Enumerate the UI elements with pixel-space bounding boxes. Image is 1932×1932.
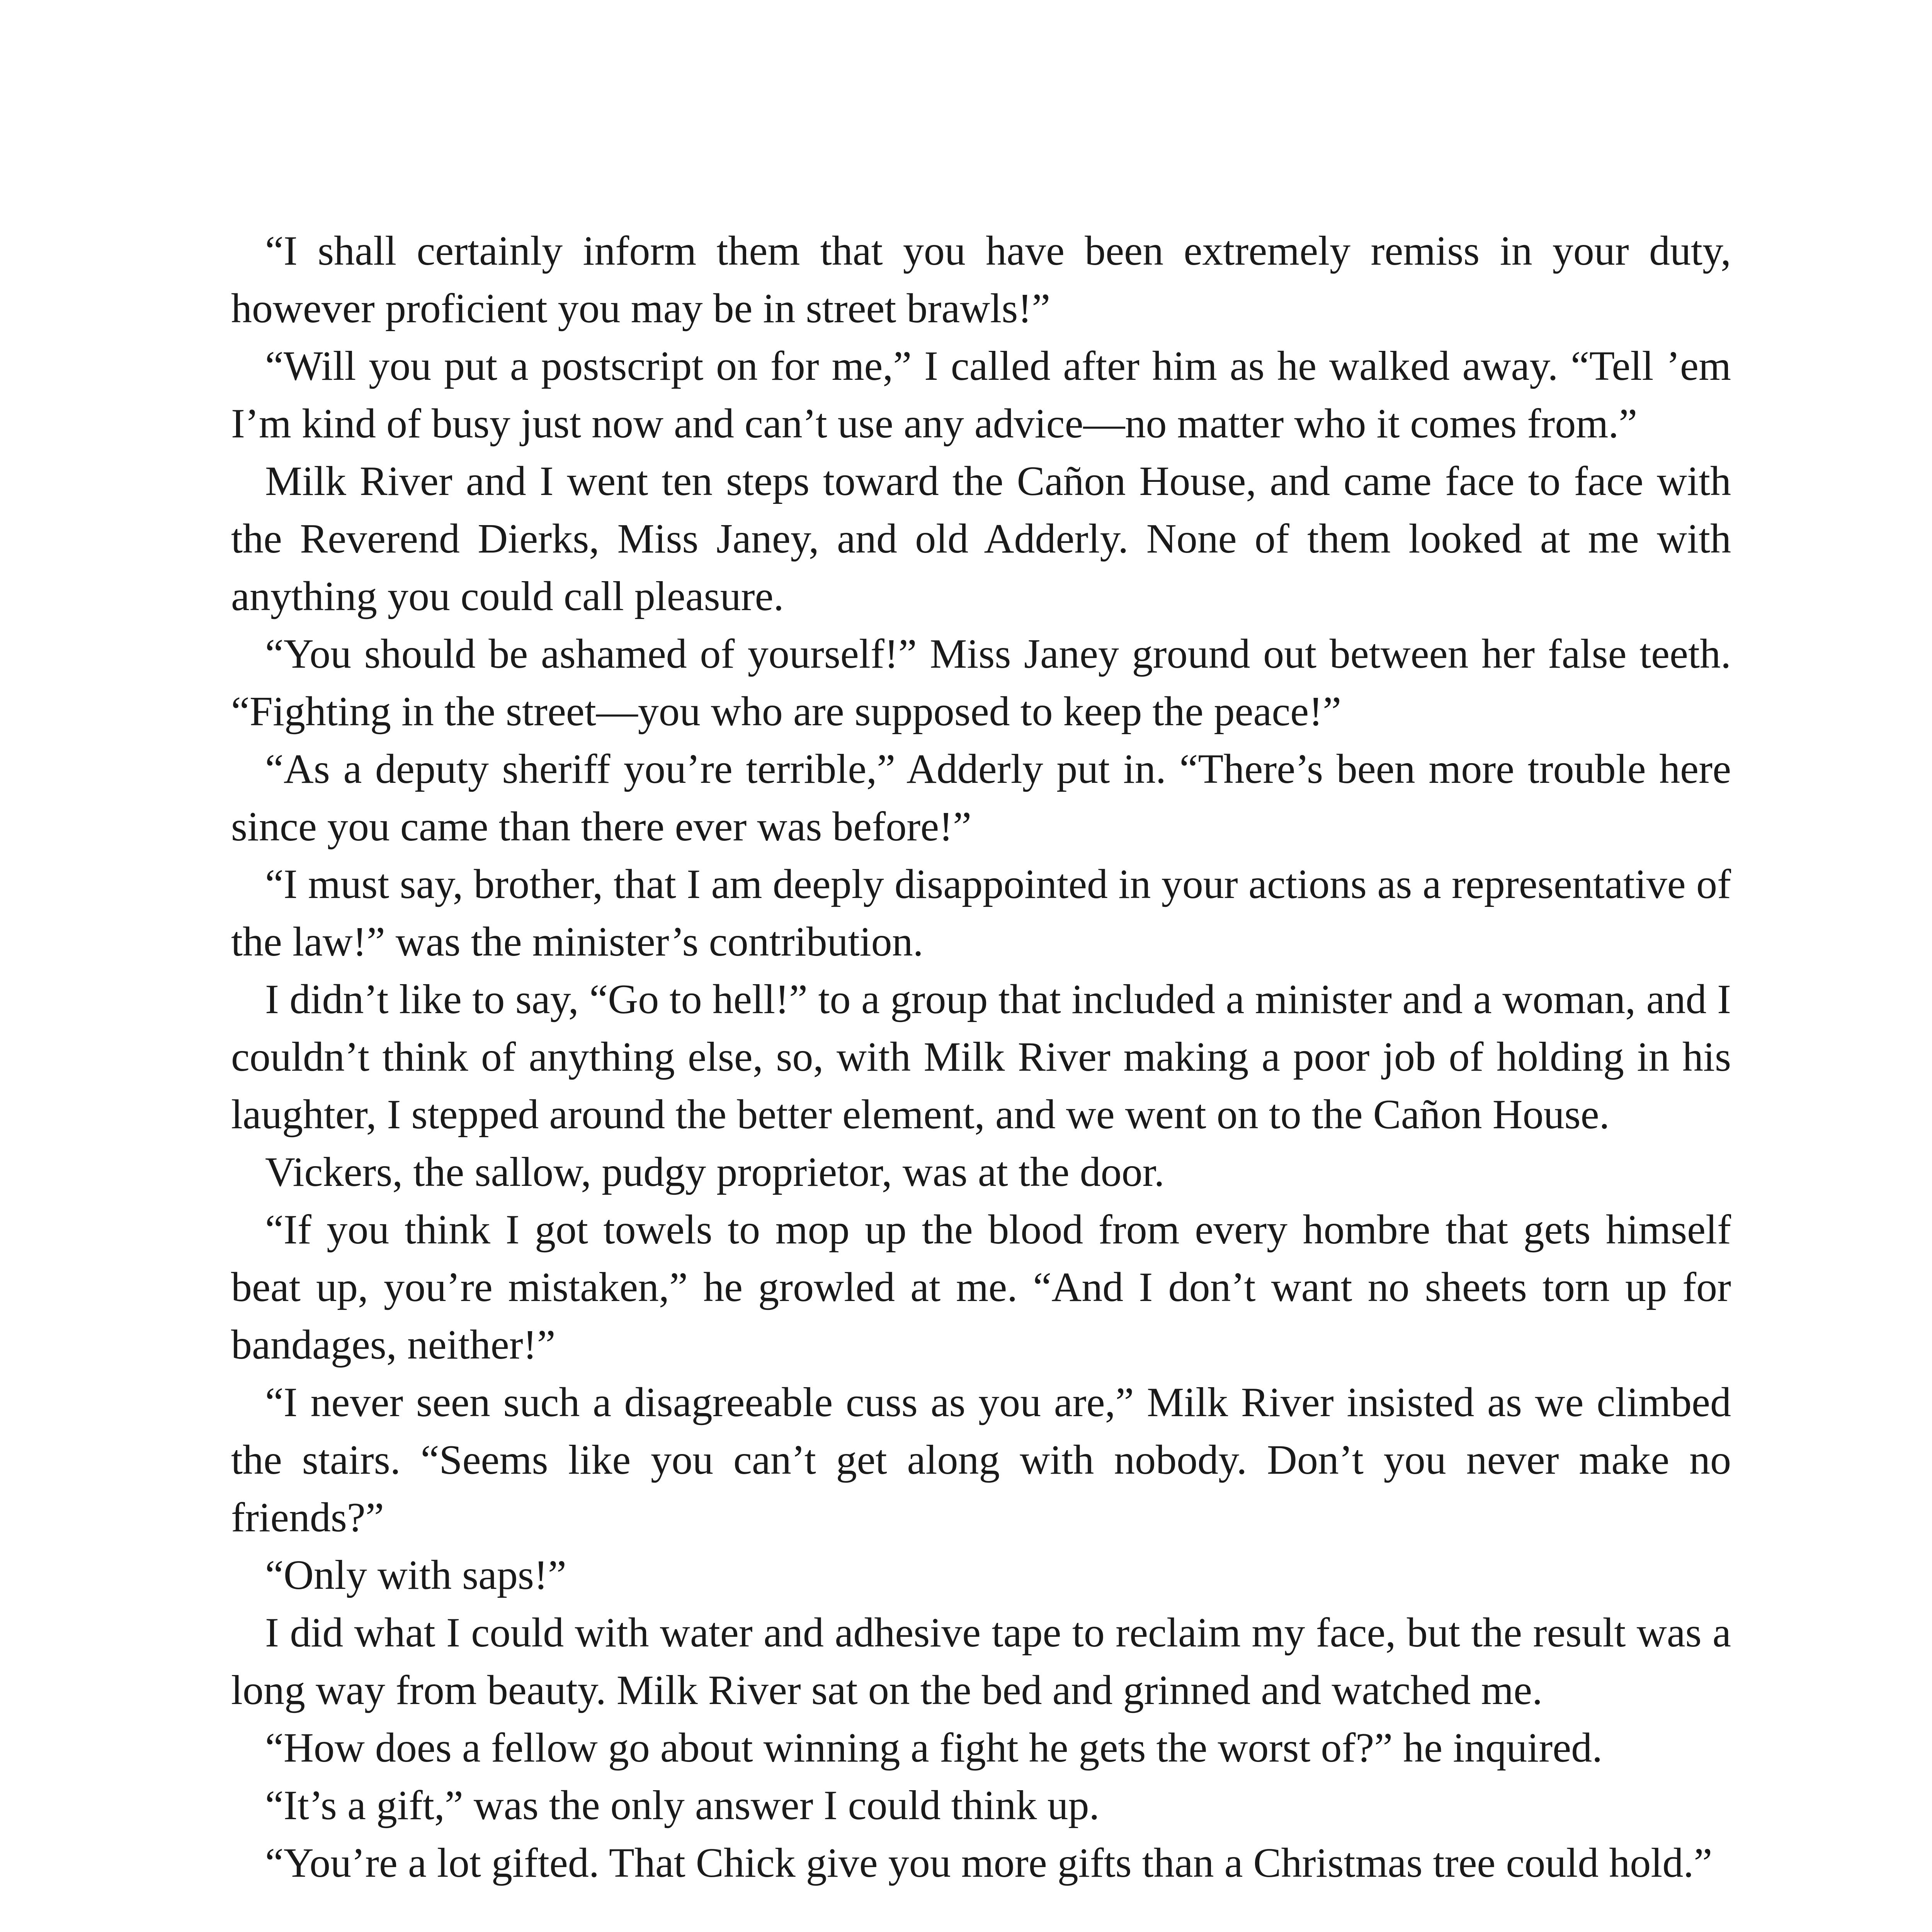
paragraph-11: “Only with saps!” (265, 1552, 566, 1598)
paragraph-3: Milk River and I went ten steps toward the Cañon House, and came face to face with the Reverend Dierks, Miss Janey, and old Adderly. None of them looked at me with anything you could call pleasure. (231, 458, 1731, 619)
paragraph-15: “You’re a lot gifted. That Chick give you more gifts than a Christmas tree could hold.” (265, 1840, 1713, 1886)
paragraph-6: “I must say, brother, that I am deeply disappointed in your actions as a representative of the law!” was the minister’s contribution. (231, 861, 1731, 965)
paragraph-1: “I shall certainly inform them that you have been extremely remiss in your duty, however proficient you may be in street brawls!” (231, 228, 1731, 332)
paragraph-13: “How does a fellow go about winning a fight he gets the worst of?” he inquired. (265, 1725, 1603, 1771)
paragraph-12: I did what I could with water and adhesive tape to reclaim my face, but the result was a long way from beauty. Milk River sat on the bed and grinned and watched me. (231, 1610, 1731, 1713)
paragraph-8: Vickers, the sallow, pudgy proprietor, was at the door. (265, 1149, 1165, 1195)
paragraph-10: “I never seen such a disagreeable cuss as you are,” Milk River insisted as we climbed the stairs. “Seems like you can’t get along with nobody. Don’t you never make no friends?” (231, 1379, 1731, 1541)
paragraph-9: “If you think I got towels to mop up the blood from every hombre that gets himself beat up, you’re mistaken,” he growled at me. “And I don’t want no sheets torn up for bandages, neither!” (231, 1207, 1731, 1368)
paragraph-7: I didn’t like to say, “Go to hell!” to a group that included a minister and a woman, and I couldn’t think of anything else, so, with Milk River making a poor job of holding in his laughter, I stepped around the better element, and we went on to the Cañon House. (231, 976, 1731, 1138)
paragraph-5: “As a deputy sheriff you’re terrible,” Adderly put in. “There’s been more trouble here since you came than there ever was before!” (231, 746, 1731, 850)
body-text (231, 222, 1731, 1892)
paragraph-2: “Will you put a postscript on for me,” I called after him as he walked away. “Tell ’em I’m kind of busy just now and can’t use any advice—no matter who it comes from.” (231, 343, 1731, 447)
paragraph-4: “You should be ashamed of yourself!” Miss Janey ground out between her false teeth. “Fighting in the street—you who are supposed to keep the peace!” (231, 631, 1731, 735)
paragraph-14: “It’s a gift,” was the only answer I could think up. (265, 1782, 1100, 1828)
